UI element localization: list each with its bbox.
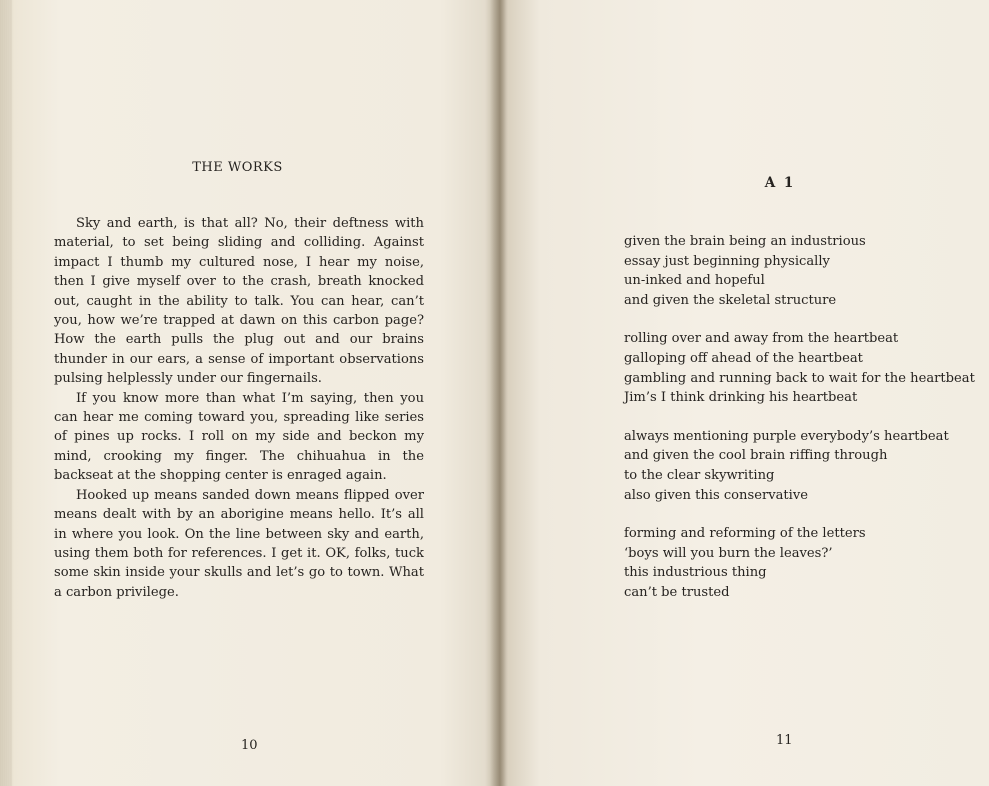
poem-stanza [624,329,989,407]
poem-line: gambling and running back to wait for the heartbeat [624,370,975,386]
poem-line: un-inked and hopeful [624,273,765,289]
left-page-title: THE WORKS [192,160,283,175]
poem-line: ‘boys will you burn the leaves?’ [624,545,833,561]
poem-line: and given the cool brain riffing through [624,448,888,464]
poem-stanza [624,427,989,505]
poem-body [624,232,989,622]
paragraph: Hooked up means sanded down means flipped over means dealt with by an aborigine means hello. It’s all in where you look. On the line between sky and earth, using them both for references. I get it. OK, folks, tuck some skin inside your skulls and let’s go to town. What a carbon privilege. [54,487,424,600]
poem-line: also given this conservative [624,487,809,503]
poem-line: forming and reforming of the letters [624,526,866,542]
poem-line: galloping off ahead of the heartbeat [624,350,863,366]
poem-line: always mentioning purple everybody’s heartbeat [624,428,949,444]
poem-line: rolling over and away from the heartbeat [624,331,899,347]
poem-line: and given the skeletal structure [624,292,837,308]
poem-line: Jim’s I think drinking his heartbeat [624,390,858,406]
right-page-title: A 1 [764,175,796,191]
paragraph: If you know more than what I’m saying, then you can hear me coming toward you, spreading like series of pines up rocks. I roll on my side and beckon my mind, crooking my finger. The chihuahua in the backseat at the shopping center is enraged again. [54,390,424,484]
poem-line: can’t be trusted [624,584,730,600]
poem-line: to the clear skywriting [624,467,775,483]
poem-stanza [624,524,989,602]
poem-stanza [624,232,989,310]
prose-body [54,214,424,602]
poem-line: given the brain being an industrious [624,234,866,249]
paragraph: Sky and earth, is that all? No, their deftness with material, to set being sliding and colliding. Against impact I thumb my cultured nose, I hear my noise, then I give myself over to the crash, breath knocked out, caught in the ability to talk. You can hear, can’t you, how we’re trapped at dawn on this carbon page? How the earth pulls the plug out and our brains thunder in our ears, a sense of important observations pulsing helplessly under our fingernails. [54,216,424,387]
left-page-number: 10 [241,738,258,753]
poem-line: this industrious thing [624,565,767,581]
right-page [500,0,989,786]
right-page-number: 11 [776,733,793,748]
poem-line: essay just beginning physically [624,253,830,269]
